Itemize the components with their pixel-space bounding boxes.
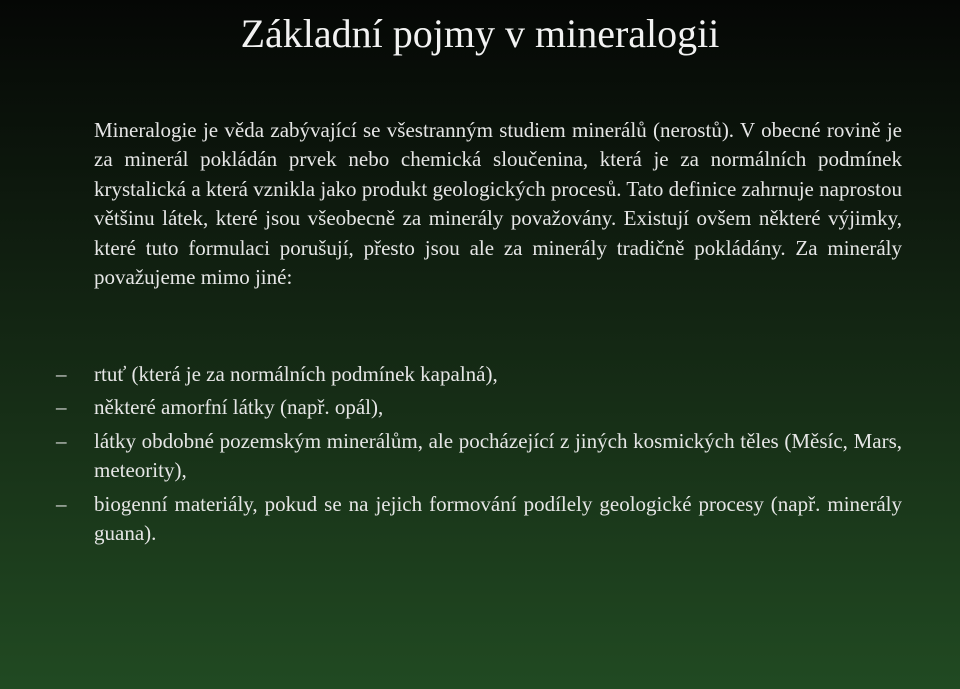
examples-list bbox=[56, 360, 902, 548]
list-item bbox=[56, 427, 902, 486]
list-item-text: rtuť (která je za normálních podmínek kapalná), bbox=[94, 362, 498, 386]
list-item-text: látky obdobné pozemským minerálům, ale pocházející z jiných kosmických těles (Měsíc, Mars, meteority), bbox=[94, 428, 902, 483]
list-item bbox=[56, 490, 902, 549]
intro-paragraph: Mineralogie je věda zabývající se všestranným studiem minerálů (nerostů). V obecné rovině je za minerál pokládán prvek nebo chemická sloučenina, která je za normálních podmínek krystalická a která vznikla jako produkt geologických procesů. Tato definice zahrnuje naprostou většinu látek, které jsou všeobecně za minerály považovány. Existují ovšem některé výjimky, které tuto formulaci porušují, přesto jsou ale za minerály tradičně pokládány. Za minerály považujeme mimo jiné: bbox=[94, 118, 902, 290]
list-item bbox=[56, 360, 902, 389]
list-item-text: některé amorfní látky (např. opál), bbox=[94, 395, 384, 420]
dash-bullet: – bbox=[56, 362, 67, 386]
slide-title: Základní pojmy v mineralogii bbox=[240, 11, 720, 56]
list-item-text: biogenní materiály, pokud se na jejich formování podílely geologické procesy (např. minerály guana). bbox=[94, 491, 902, 546]
dash-bullet: – bbox=[56, 395, 67, 420]
list-item bbox=[56, 393, 902, 422]
dash-bullet: – bbox=[56, 428, 67, 453]
dash-bullet: – bbox=[56, 491, 67, 516]
